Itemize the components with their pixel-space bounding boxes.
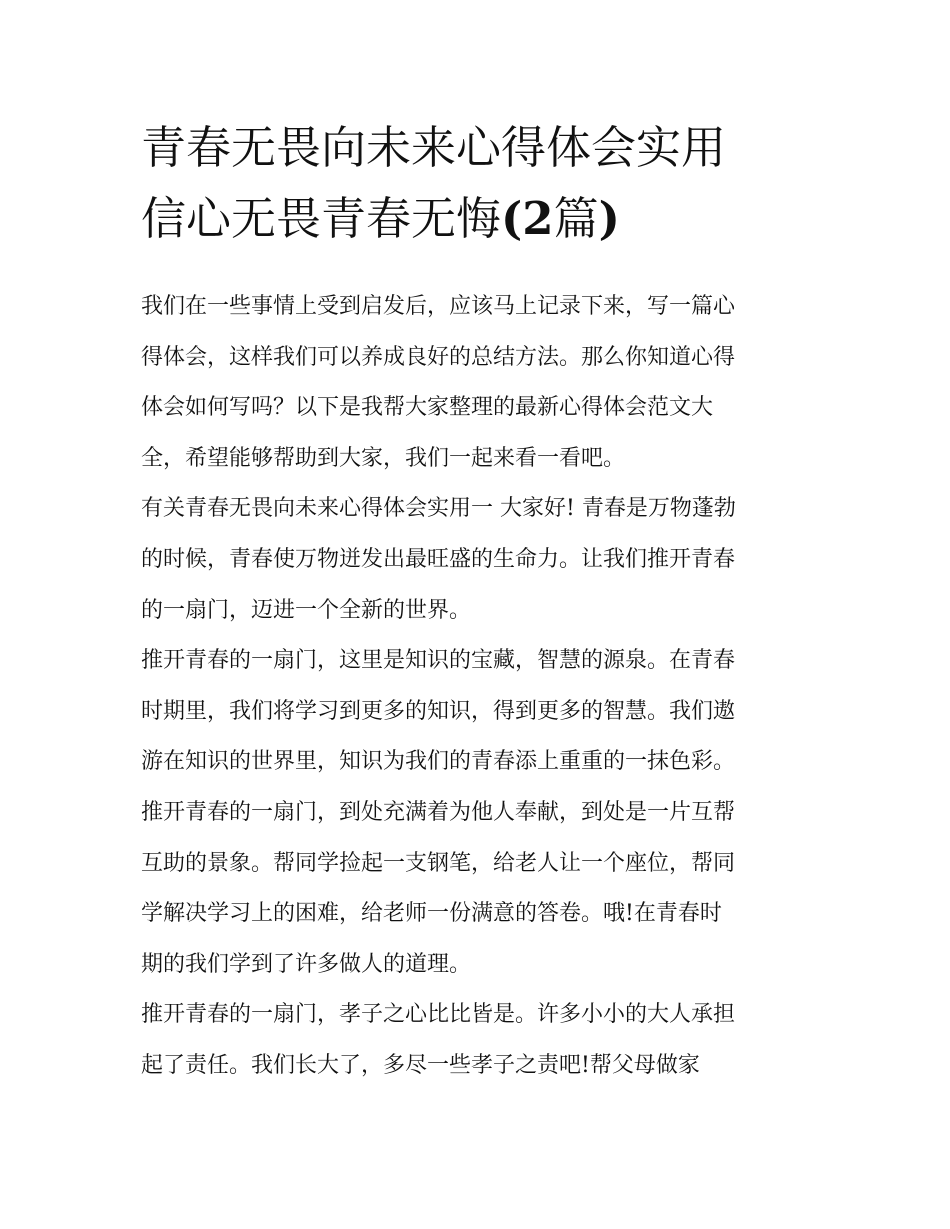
document-title-line-2 xyxy=(141,183,813,254)
body-line: 起了责任。我们长大了，多尽一些孝子之责吧!帮父母做家 xyxy=(141,1052,700,1078)
title-line-2-close: ) xyxy=(598,192,620,245)
document-body xyxy=(141,282,813,1092)
title-line-2-unit: 篇 xyxy=(553,192,599,245)
document-title-line-1: 青春无畏向未来心得体会实用 xyxy=(141,121,727,174)
body-line: 推开青春的一扇门，孝子之心比比皆是。许多小小的大人承担 xyxy=(141,1002,736,1028)
body-line: 的一扇门，迈进一个全新的世界。 xyxy=(141,597,472,623)
document-content xyxy=(141,112,813,1092)
body-line: 时期里，我们将学习到更多的知识，得到更多的智慧。我们遨 xyxy=(141,698,736,724)
body-line: 推开青春的一扇门，这里是知识的宝藏，智慧的源泉。在青春 xyxy=(141,648,736,674)
body-line: 得体会，这样我们可以养成良好的总结方法。那么你知道心得 xyxy=(141,344,736,370)
body-line: 体会如何写吗？以下是我帮大家整理的最新心得体会范文大 xyxy=(141,395,714,421)
body-line: 期的我们学到了许多做人的道理。 xyxy=(141,951,472,977)
body-line: 游在知识的世界里，知识为我们的青春添上重重的一抹色彩。 xyxy=(141,749,736,775)
body-line: 互助的景象。帮同学捡起一支钢笔，给老人让一个座位，帮同 xyxy=(141,850,736,876)
body-line: 的时候，青春使万物迸发出最旺盛的生命力。让我们推开青春 xyxy=(141,546,736,572)
body-line: 推开青春的一扇门，到处充满着为他人奉献，到处是一片互帮 xyxy=(141,799,736,825)
title-line-2-count: (2 xyxy=(501,192,554,245)
body-line: 学解决学习上的困难，给老师一份满意的答卷。哦!在青春时 xyxy=(141,901,722,927)
body-line: 有关青春无畏向未来心得体会实用一 大家好! 青春是万物蓬勃 xyxy=(141,496,736,522)
body-line: 我们在一些事情上受到启发后，应该马上记录下来，写一篇心 xyxy=(141,294,736,319)
body-line: 全，希望能够帮助到大家，我们一起来看一看吧。 xyxy=(141,445,626,471)
title-line-2-prefix: 信心无畏青春无悔 xyxy=(141,192,502,245)
